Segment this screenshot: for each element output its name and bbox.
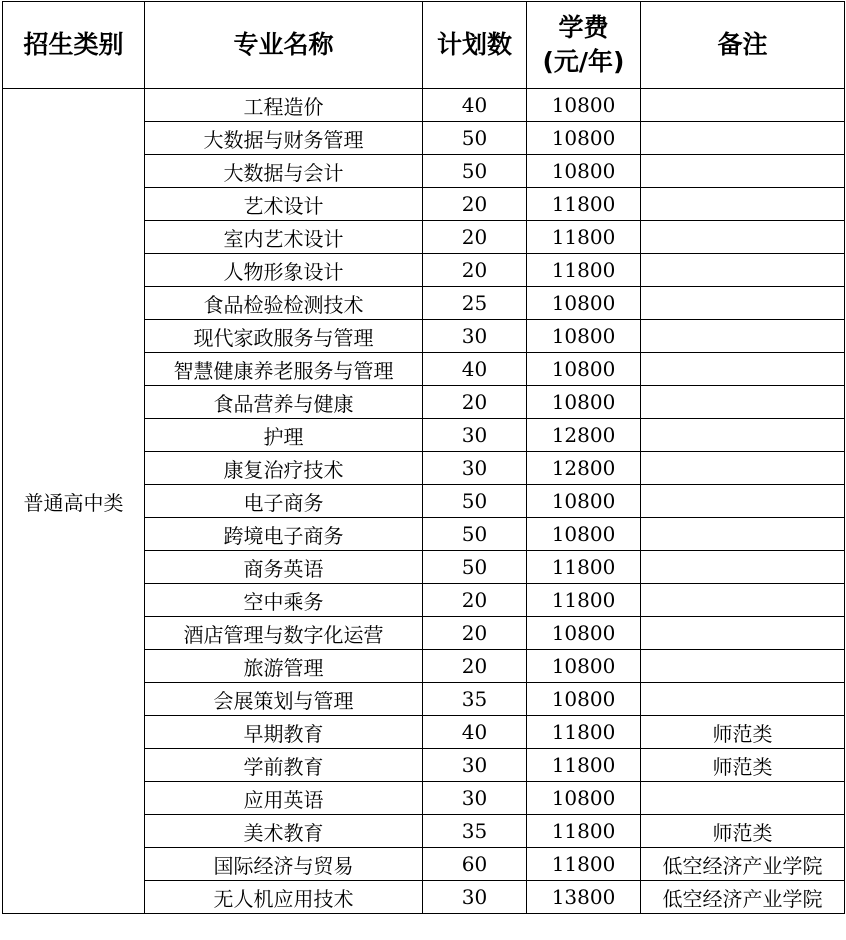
note-cell: 师范类 bbox=[641, 749, 845, 782]
major-cell: 现代家政服务与管理 bbox=[145, 320, 423, 353]
note-cell bbox=[641, 386, 845, 419]
major-cell: 室内艺术设计 bbox=[145, 221, 423, 254]
plan-cell: 20 bbox=[423, 584, 527, 617]
header-row bbox=[3, 2, 845, 89]
major-cell: 大数据与财务管理 bbox=[145, 122, 423, 155]
plan-cell: 20 bbox=[423, 617, 527, 650]
header-fee-line1: 学费 bbox=[558, 13, 609, 42]
fee-cell: 12800 bbox=[527, 419, 641, 452]
fee-cell: 10800 bbox=[527, 320, 641, 353]
fee-cell: 11800 bbox=[527, 815, 641, 848]
header-plan: 计划数 bbox=[423, 2, 527, 89]
plan-cell: 40 bbox=[423, 716, 527, 749]
plan-cell: 50 bbox=[423, 551, 527, 584]
fee-cell: 11800 bbox=[527, 716, 641, 749]
plan-cell: 50 bbox=[423, 122, 527, 155]
fee-cell: 10800 bbox=[527, 650, 641, 683]
major-cell: 跨境电子商务 bbox=[145, 518, 423, 551]
header-fee bbox=[527, 2, 641, 89]
note-cell bbox=[641, 353, 845, 386]
fee-cell: 11800 bbox=[527, 584, 641, 617]
major-cell: 工程造价 bbox=[145, 89, 423, 122]
plan-cell: 20 bbox=[423, 221, 527, 254]
fee-cell: 10800 bbox=[527, 683, 641, 716]
category-cell: 普通高中类 bbox=[3, 89, 145, 914]
fee-cell: 11800 bbox=[527, 188, 641, 221]
fee-cell: 10800 bbox=[527, 782, 641, 815]
header-fee-line2: (元/年) bbox=[542, 47, 625, 76]
plan-cell: 60 bbox=[423, 848, 527, 881]
major-cell: 酒店管理与数字化运营 bbox=[145, 617, 423, 650]
major-cell: 护理 bbox=[145, 419, 423, 452]
plan-cell: 40 bbox=[423, 353, 527, 386]
note-cell bbox=[641, 155, 845, 188]
major-cell: 空中乘务 bbox=[145, 584, 423, 617]
major-cell: 电子商务 bbox=[145, 485, 423, 518]
note-cell bbox=[641, 683, 845, 716]
plan-cell: 30 bbox=[423, 782, 527, 815]
major-cell: 旅游管理 bbox=[145, 650, 423, 683]
major-cell: 人物形象设计 bbox=[145, 254, 423, 287]
major-cell: 商务英语 bbox=[145, 551, 423, 584]
note-cell bbox=[641, 320, 845, 353]
note-cell bbox=[641, 452, 845, 485]
plan-cell: 30 bbox=[423, 881, 527, 914]
fee-cell: 10800 bbox=[527, 518, 641, 551]
note-cell: 低空经济产业学院 bbox=[641, 848, 845, 881]
table-row bbox=[3, 89, 845, 122]
fee-cell: 11800 bbox=[527, 221, 641, 254]
note-cell: 师范类 bbox=[641, 815, 845, 848]
header-note: 备注 bbox=[641, 2, 845, 89]
major-cell: 美术教育 bbox=[145, 815, 423, 848]
plan-cell: 50 bbox=[423, 518, 527, 551]
plan-cell: 30 bbox=[423, 749, 527, 782]
major-cell: 艺术设计 bbox=[145, 188, 423, 221]
fee-cell: 10800 bbox=[527, 485, 641, 518]
fee-cell: 10800 bbox=[527, 122, 641, 155]
major-cell: 智慧健康养老服务与管理 bbox=[145, 353, 423, 386]
note-cell: 低空经济产业学院 bbox=[641, 881, 845, 914]
plan-cell: 20 bbox=[423, 254, 527, 287]
fee-cell: 10800 bbox=[527, 287, 641, 320]
plan-cell: 20 bbox=[423, 188, 527, 221]
fee-cell: 13800 bbox=[527, 881, 641, 914]
note-cell: 师范类 bbox=[641, 716, 845, 749]
major-cell: 会展策划与管理 bbox=[145, 683, 423, 716]
plan-cell: 30 bbox=[423, 452, 527, 485]
major-cell: 应用英语 bbox=[145, 782, 423, 815]
plan-cell: 35 bbox=[423, 683, 527, 716]
header-category: 招生类别 bbox=[3, 2, 145, 89]
note-cell bbox=[641, 782, 845, 815]
note-cell bbox=[641, 89, 845, 122]
note-cell bbox=[641, 617, 845, 650]
fee-cell: 11800 bbox=[527, 749, 641, 782]
plan-cell: 50 bbox=[423, 155, 527, 188]
major-cell: 无人机应用技术 bbox=[145, 881, 423, 914]
major-cell: 食品营养与健康 bbox=[145, 386, 423, 419]
note-cell bbox=[641, 419, 845, 452]
plan-cell: 20 bbox=[423, 386, 527, 419]
table-body bbox=[3, 89, 845, 914]
note-cell bbox=[641, 122, 845, 155]
major-cell: 学前教育 bbox=[145, 749, 423, 782]
major-cell: 食品检验检测技术 bbox=[145, 287, 423, 320]
fee-cell: 11800 bbox=[527, 254, 641, 287]
note-cell bbox=[641, 551, 845, 584]
fee-cell: 10800 bbox=[527, 353, 641, 386]
plan-cell: 40 bbox=[423, 89, 527, 122]
fee-cell: 10800 bbox=[527, 89, 641, 122]
fee-cell: 10800 bbox=[527, 155, 641, 188]
note-cell bbox=[641, 485, 845, 518]
note-cell bbox=[641, 221, 845, 254]
admissions-table bbox=[2, 1, 845, 914]
fee-cell: 11800 bbox=[527, 551, 641, 584]
fee-cell: 12800 bbox=[527, 452, 641, 485]
fee-cell: 11800 bbox=[527, 848, 641, 881]
fee-cell: 10800 bbox=[527, 617, 641, 650]
plan-cell: 35 bbox=[423, 815, 527, 848]
plan-cell: 30 bbox=[423, 320, 527, 353]
fee-cell: 10800 bbox=[527, 386, 641, 419]
major-cell: 康复治疗技术 bbox=[145, 452, 423, 485]
plan-cell: 25 bbox=[423, 287, 527, 320]
major-cell: 早期教育 bbox=[145, 716, 423, 749]
plan-cell: 50 bbox=[423, 485, 527, 518]
major-cell: 大数据与会计 bbox=[145, 155, 423, 188]
note-cell bbox=[641, 287, 845, 320]
note-cell bbox=[641, 518, 845, 551]
plan-cell: 30 bbox=[423, 419, 527, 452]
header-major: 专业名称 bbox=[145, 2, 423, 89]
note-cell bbox=[641, 254, 845, 287]
major-cell: 国际经济与贸易 bbox=[145, 848, 423, 881]
note-cell bbox=[641, 188, 845, 221]
plan-cell: 20 bbox=[423, 650, 527, 683]
note-cell bbox=[641, 650, 845, 683]
note-cell bbox=[641, 584, 845, 617]
